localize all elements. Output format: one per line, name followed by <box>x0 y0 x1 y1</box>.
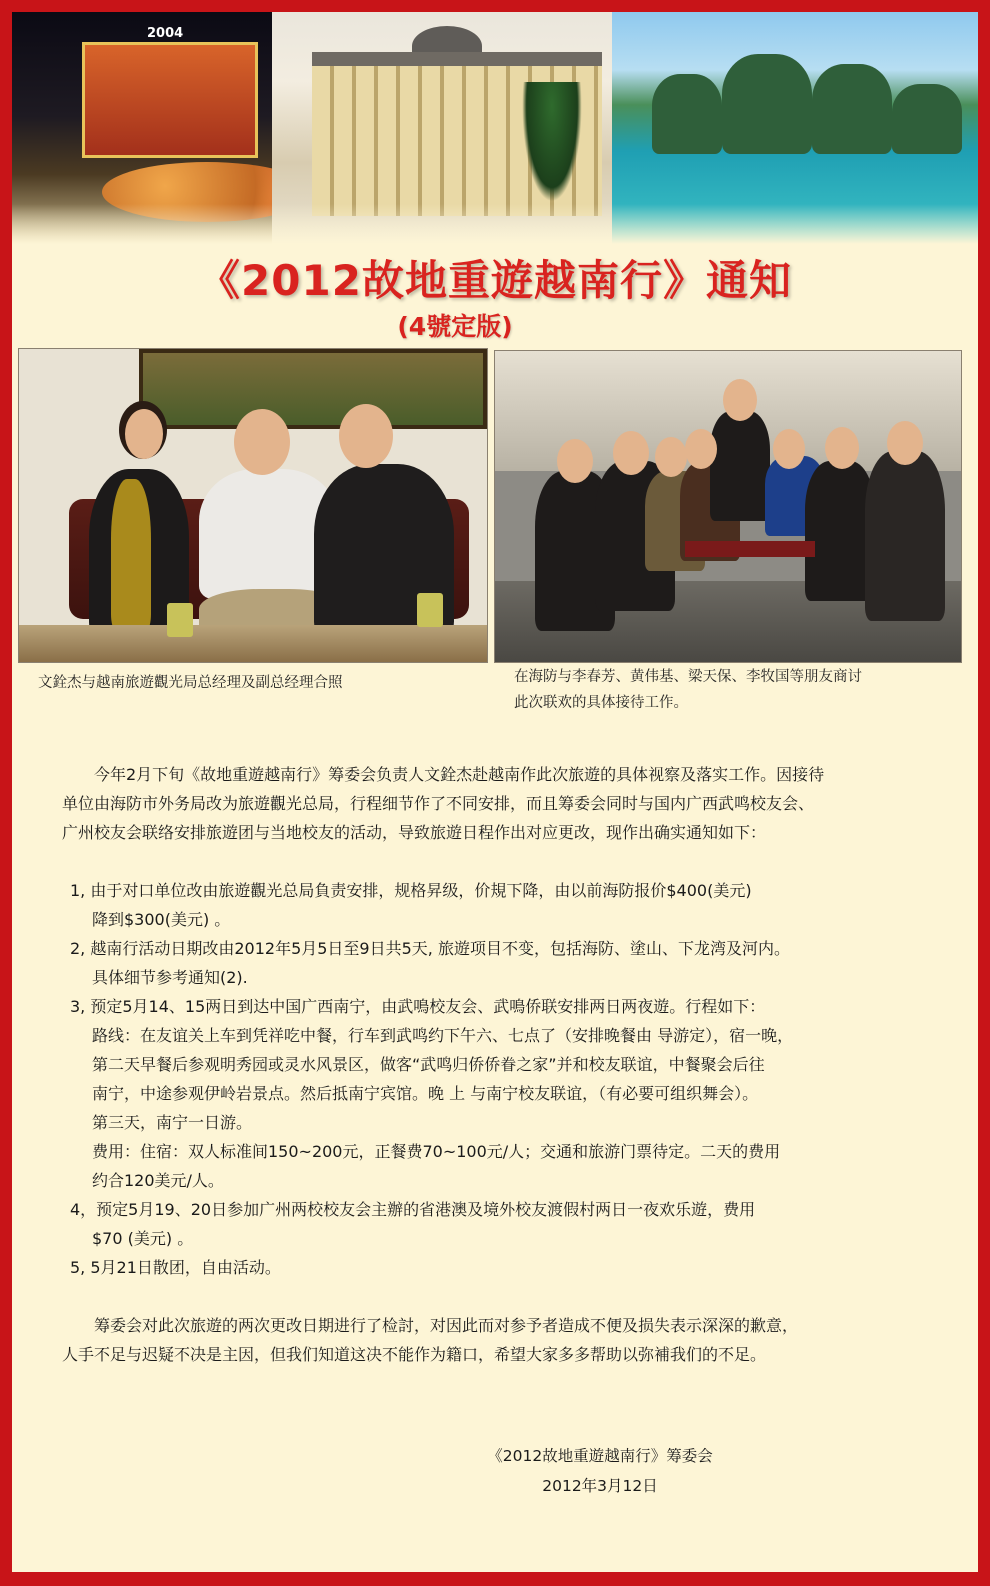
list-item-continued: 第三天，南宁一日游。 <box>92 1113 253 1132</box>
person-face <box>723 379 757 421</box>
list-item-continued: $70 (美元) 。 <box>92 1229 194 1248</box>
intro-line: 广州校友会联络安排旅遊团与当地校友的活动，导致旅遊日程作出对应更改，现作出确实通知如下： <box>62 823 767 842</box>
list-item: 5, 5月21日散团，自由活动。 <box>70 1258 281 1277</box>
caption-line: 此次联欢的具体接待工作。 <box>514 695 688 711</box>
signature-date: 2012年3月12日 <box>542 1477 658 1495</box>
illuminated-stage <box>82 42 258 158</box>
intro-line: 单位由海防市外务局改为旅遊觀光总局，行程细节作了不同安排，而且筹委会同时与国内广西武鸣校友会、 <box>62 794 815 813</box>
list-item: 2, 越南行活动日期改由2012年5月5日至9日共5天, 旅遊项目不变，包括海防、塗山、下龙湾及河内。 <box>70 939 790 958</box>
banner-fade <box>12 204 978 244</box>
header-banner <box>12 12 978 244</box>
closing-line: 人手不足与迟疑不决是主因，但我们知道这决不能作为籍口，希望大家多多帮助以弥補我们的不足。 <box>62 1345 767 1364</box>
karst-island <box>722 54 812 154</box>
tea-glass <box>167 603 193 637</box>
photo-caption <box>514 664 954 716</box>
list-item: 3, 预定5月14、15两日到达中国广西南宁，由武鳴校友会、武鳴侨联安排两日两夜遊。行程如下： <box>70 997 766 1016</box>
person-scarf <box>111 479 151 629</box>
caption-line: 在海防与李春芳、黄伟基、梁天保、李牧国等朋友商讨 <box>514 669 862 685</box>
person <box>710 411 770 521</box>
person-face <box>234 409 290 475</box>
page-title: 《2012故地重遊越南行》通知 <box>198 256 792 305</box>
list-item-continued: 第二天早餐后参观明秀园或灵水风景区，做客“武鸣归侨侨眷之家”并和校友联谊，中餐聚会后往 <box>92 1055 765 1074</box>
photo-friends-gathering <box>494 350 962 663</box>
photo-meeting-officials <box>18 348 488 663</box>
person-face <box>887 421 923 465</box>
list-item-continued: 路线：在友谊关上车到凭祥吃中餐，行车到武鸣约下午六、七点了（安排晚餐由 导游定），宿一晚， <box>92 1026 794 1045</box>
person-face <box>613 431 649 475</box>
cafe-table <box>685 541 815 557</box>
palm-tree <box>522 82 582 202</box>
tea-glass <box>417 593 443 627</box>
list-item-continued: 南宁，中途参观伊岭岩景点。然后抵南宁宾馆。晚 上 与南宁校友联谊，（有必要可组织舞会）。 <box>92 1084 759 1103</box>
signature-org: 《2012故地重遊越南行》筹委会 <box>487 1447 713 1465</box>
person <box>865 451 945 621</box>
list-item-continued: 降到$300(美元) 。 <box>92 910 231 929</box>
list-item-continued: 约合120美元/人。 <box>92 1171 224 1190</box>
person-face <box>125 409 163 459</box>
intro-line: 今年2月下旬《故地重遊越南行》筹委会负责人文銓杰赴越南作此次旅遊的具体视察及落实工作。因接待 <box>94 765 825 784</box>
karst-island <box>652 74 722 154</box>
karst-island <box>892 84 962 154</box>
wall-painting <box>139 349 487 429</box>
person-face <box>773 429 805 469</box>
person-face <box>339 404 393 468</box>
person-face <box>557 439 593 483</box>
banner-overlay-text: 2004 <box>147 26 184 41</box>
person-face <box>825 427 859 469</box>
list-item: 1, 由于对口单位改由旅遊觀光总局負责安排，规格昇级，价規下降，由以前海防报价$400(美元) <box>70 881 752 900</box>
karst-island <box>812 64 892 154</box>
page-subtitle: (4號定版) <box>397 312 513 341</box>
notice-body <box>62 760 920 1369</box>
closing-line: 筹委会对此次旅遊的两次更改日期进行了检討，对因此而对参予者造成不便及损失表示深深的歉意， <box>94 1316 799 1335</box>
list-item-continued: 费用：住宿：双人标准间150~200元，正餐费70~100元/人；交通和旅游门票待定。二天的费用 <box>92 1142 781 1161</box>
glass-table <box>19 625 487 662</box>
list-item: 4，预定5月19、20日参加广州两校校友会主辦的省港澳及境外校友渡假村两日一夜欢乐遊，费用 <box>70 1200 756 1219</box>
person-face <box>655 437 687 477</box>
person-face <box>685 429 717 469</box>
photo-caption: 文銓杰与越南旅遊觀光局总经理及副总经理合照 <box>38 675 343 691</box>
list-item-continued: 具体细节参考通知(2). <box>92 968 248 987</box>
